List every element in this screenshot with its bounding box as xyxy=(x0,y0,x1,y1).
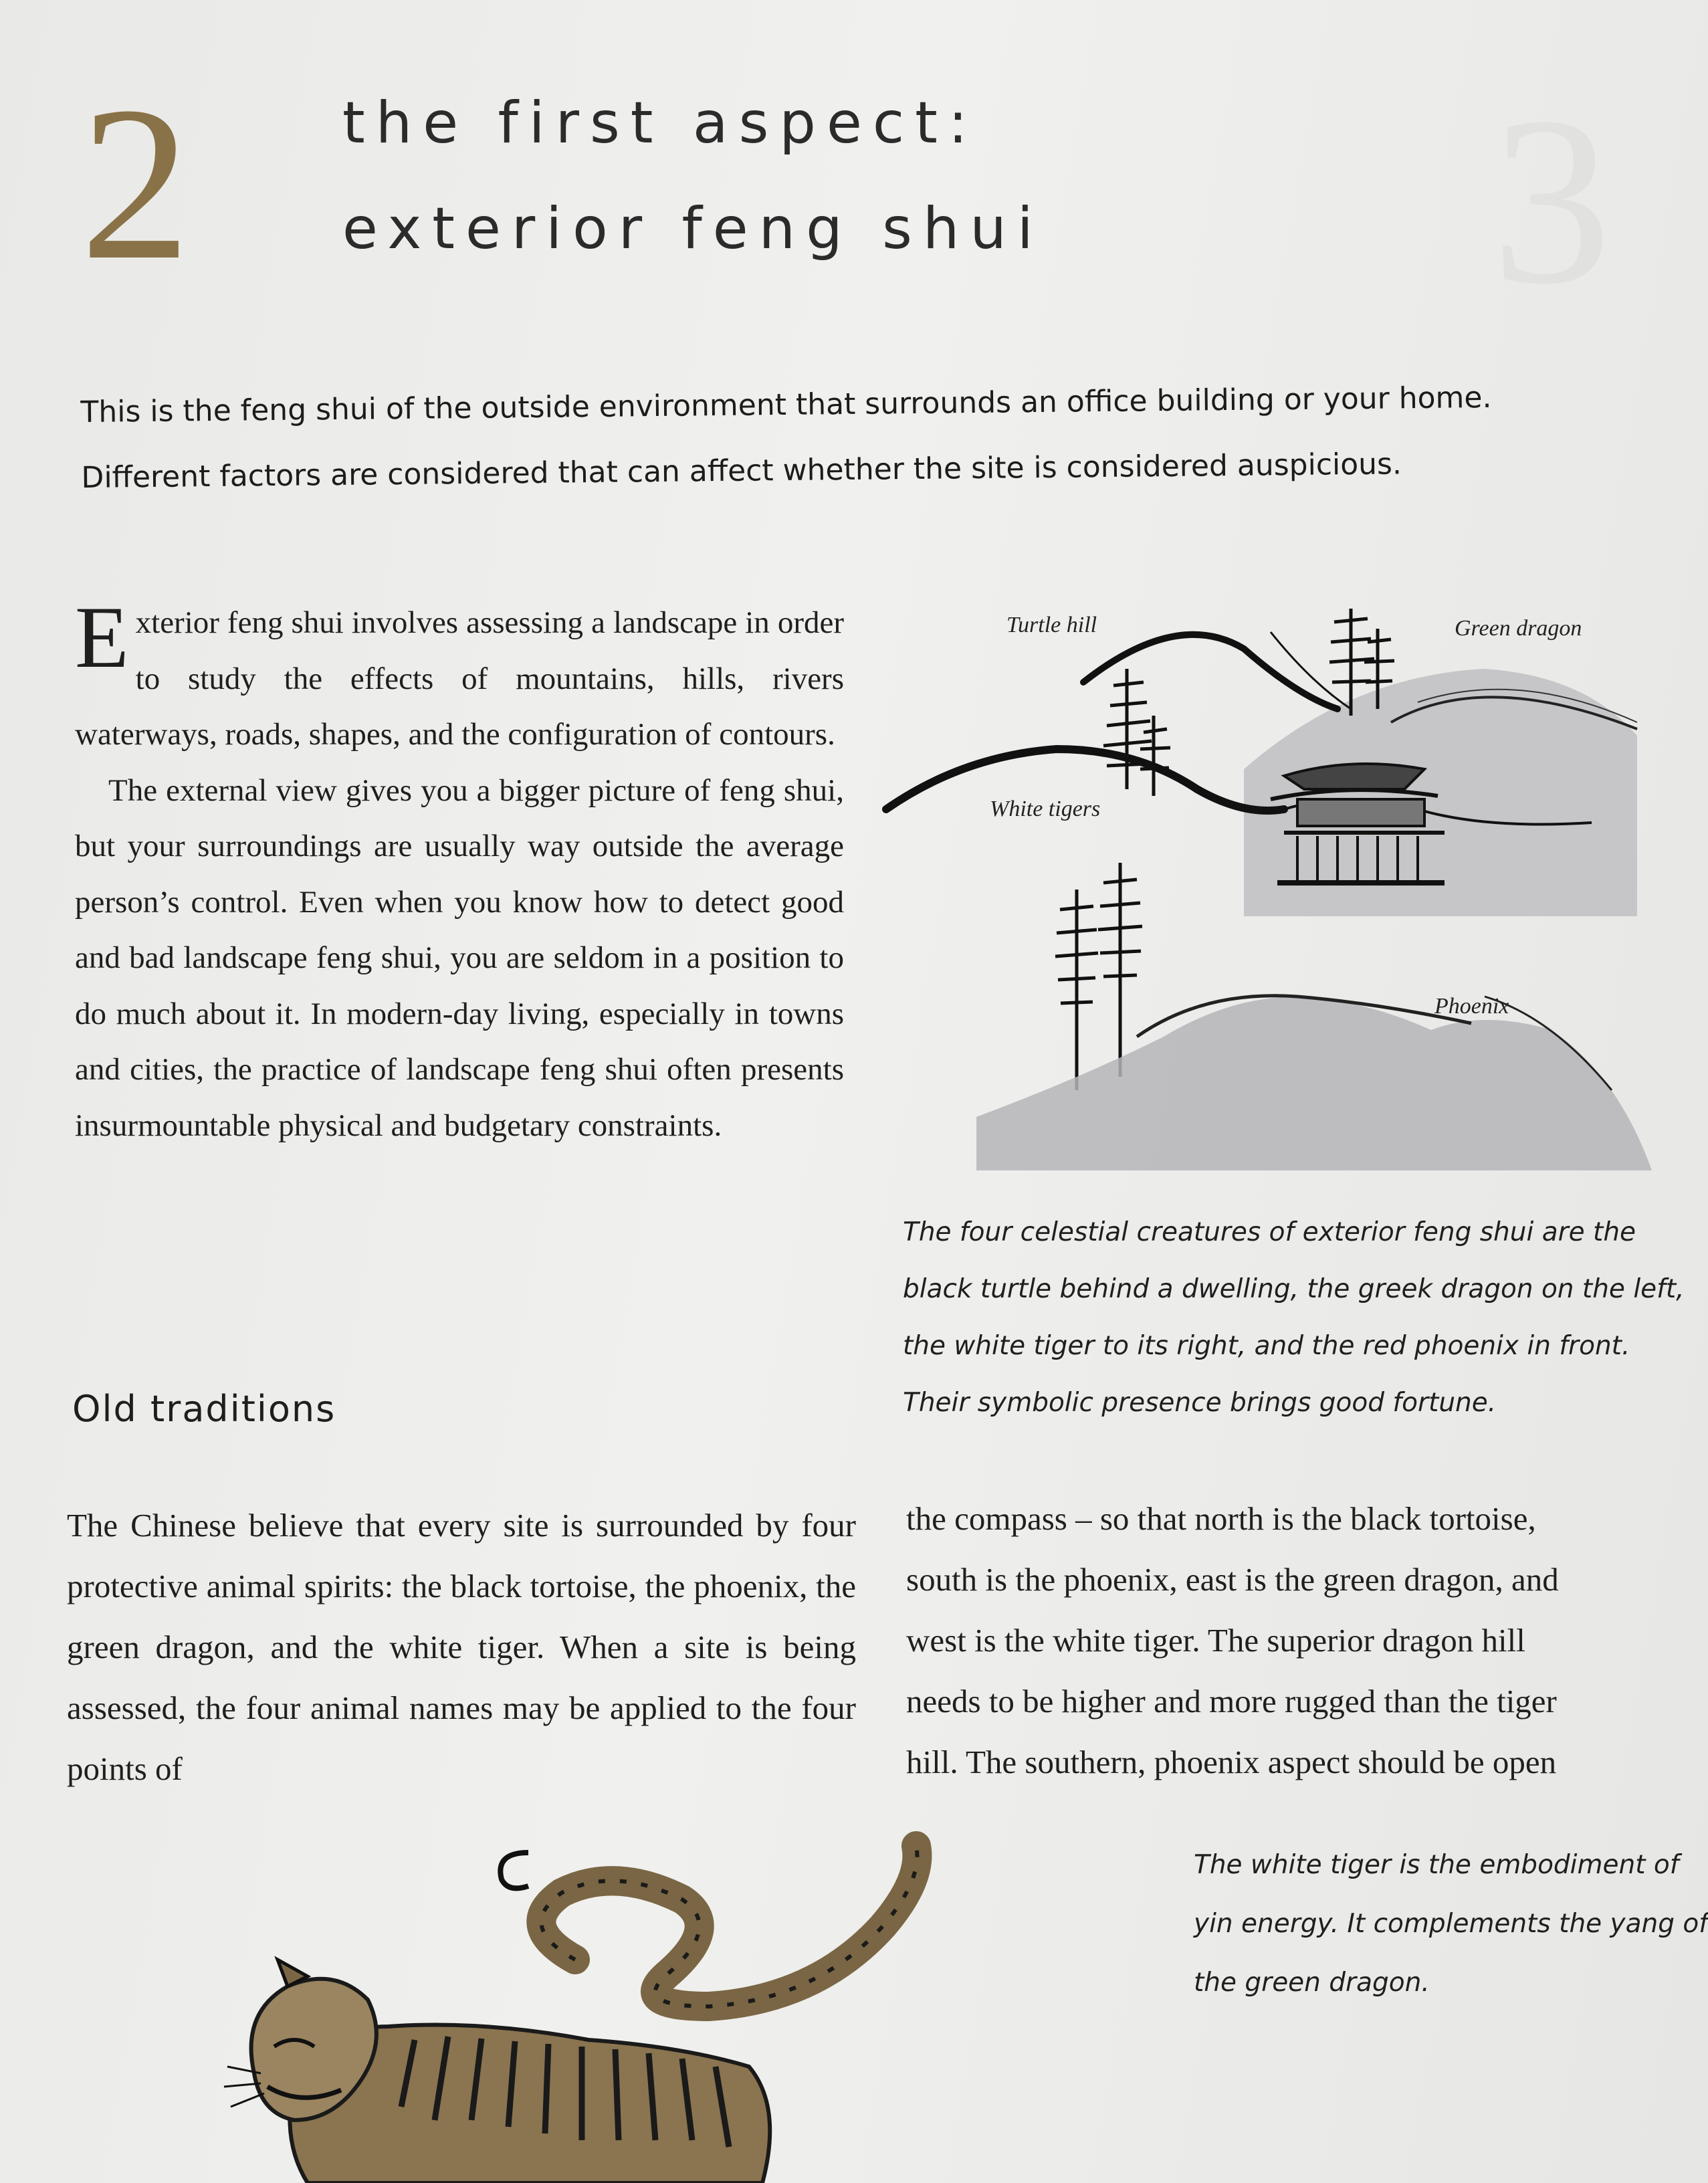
old-traditions-left-text xyxy=(67,1495,856,1799)
paragraph-2: The external view gives you a bigger picture of feng shui, but your surroundings are usually way outside the average person’s control. Even when you know how to detect good and bad landscape feng shui, you are seldom in a position to do much about it. In modern-day living, especially in towns and cities, the practice of landscape feng shui often presents insurmountable physical and budgetary constraints. xyxy=(75,772,844,1143)
tiger-caption xyxy=(1194,1836,1708,2012)
old-traditions-paragraph: The Chinese believe that every site is surrounded by four protective animal spirits: the black tortoise, the phoenix, the green dragon, and the white tiger. When a site is being assessed, the four animal names may be applied to the four points of xyxy=(67,1507,856,1787)
label-green-dragon: Green dragon xyxy=(1455,616,1582,641)
right-line-5: hill. The southern, phoenix aspect should be open xyxy=(906,1744,1557,1780)
caption-line-2: black turtle behind a dwelling, the greek dragon on the left, xyxy=(903,1274,1685,1304)
caption-line-4: Their symbolic presence brings good fortune. xyxy=(903,1388,1497,1418)
label-turtle-hill: Turtle hill xyxy=(1006,613,1097,637)
turtle-hill-ridge xyxy=(1083,635,1338,709)
tiger-caption-line-2: yin energy. It complements the yang of xyxy=(1194,1909,1708,1939)
left-column-text xyxy=(75,588,844,1154)
right-line-2: south is the phoenix, east is the green dragon, and xyxy=(906,1561,1559,1598)
drop-cap: E xyxy=(75,588,129,686)
caption-line-3: the white tiger to its right, and the red phoenix in front. xyxy=(903,1331,1630,1361)
section-heading: Old traditions xyxy=(72,1388,336,1430)
label-phoenix: Phoenix xyxy=(1434,994,1509,1019)
caption-line-1: The four celestial creatures of exterior feng shui are the xyxy=(903,1217,1636,1247)
intro-line-2: Different factors are considered that can affect whether the site is considered auspicious. xyxy=(81,447,1402,495)
right-line-3: west is the white tiger. The superior dragon hill xyxy=(906,1622,1525,1659)
ghost-show-through xyxy=(1491,80,1612,321)
intro-paragraph xyxy=(80,364,1620,511)
label-white-tigers: White tigers xyxy=(990,797,1101,821)
tiger-caption-line-3: the green dragon. xyxy=(1194,1968,1430,1998)
landscape-caption xyxy=(903,1204,1685,1431)
old-traditions-right-text xyxy=(906,1488,1642,1792)
white-tiger-illustration xyxy=(214,1826,1150,2183)
landscape-illustration xyxy=(883,568,1637,1170)
intro-line-1: This is the feng shui of the outside environment that surrounds an office building or your home. xyxy=(80,380,1492,429)
chapter-number: 2 xyxy=(80,62,191,306)
paragraph-1 xyxy=(75,588,844,763)
tiger-tail xyxy=(541,1846,917,2006)
tiger-caption-line-1: The white tiger is the embodiment of xyxy=(1194,1850,1679,1880)
right-line-1: the compass – so that north is the black tortoise, xyxy=(906,1500,1536,1537)
chapter-title-line-1: the first aspect: xyxy=(342,90,978,157)
chapter-title-line-2: exterior feng shui xyxy=(342,195,1044,262)
right-line-4: needs to be higher and more rugged than the tiger xyxy=(906,1683,1557,1720)
paragraph-1-text: xterior feng shui involves assessing a landscape in order to study the effects of mountains, hills, rivers waterways, roads, shapes, and the configuration of contours. xyxy=(75,605,844,752)
